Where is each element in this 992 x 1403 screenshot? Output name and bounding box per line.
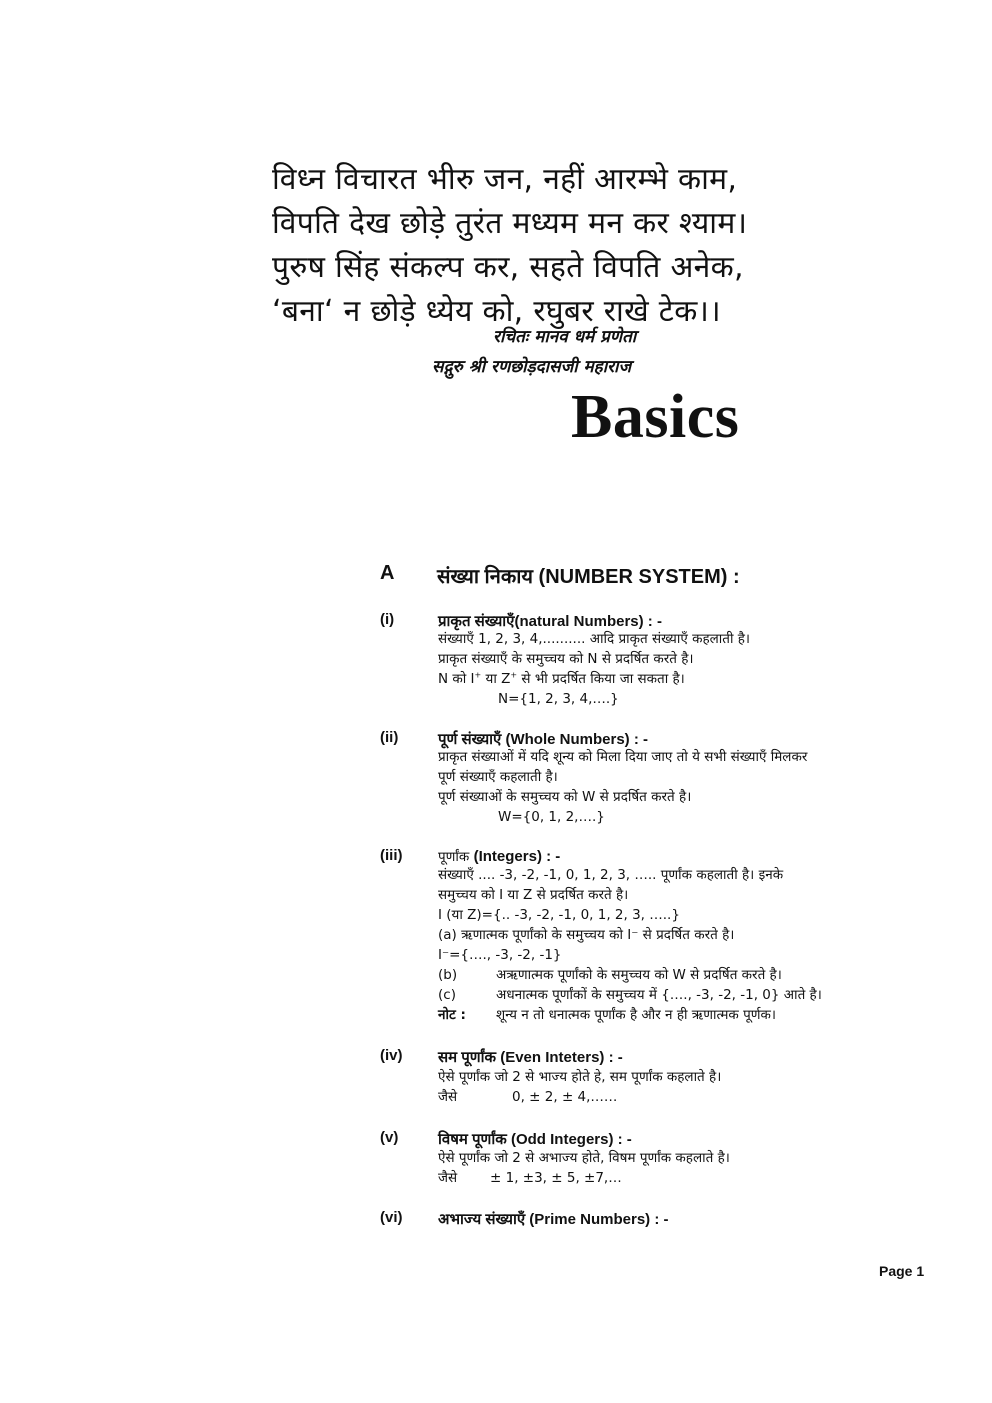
- sub-label: (b): [438, 967, 458, 983]
- body-line: [438, 1168, 918, 1188]
- body-line: [438, 1087, 918, 1107]
- section-letter: A: [380, 562, 395, 584]
- page-number: Page 1: [879, 1263, 925, 1279]
- sub-label: (c): [438, 987, 456, 1003]
- item-body: [438, 1067, 918, 1107]
- note-label: नोट :: [438, 1007, 466, 1023]
- heading-bold: (Integers) : -: [473, 848, 561, 865]
- body-line: ऐसे पूर्णांक जो 2 से भाज्य होते हे, सम पूर्णांक कहलाते है।: [438, 1069, 722, 1085]
- item-number: (i): [380, 611, 395, 628]
- superscript: +: [474, 670, 482, 680]
- item-heading: अभाज्य संख्याएँ (Prime Numbers) : -: [438, 1211, 669, 1228]
- item-body: [438, 629, 918, 709]
- sub-text: अऋणात्मक पूर्णांको के समुच्चय को W से प्रदर्षित करते है।: [496, 967, 782, 983]
- item-heading: [438, 847, 560, 865]
- item-heading: सम पूर्णांक (Even Inteters) : -: [438, 1049, 623, 1066]
- poem-line: विपति देख छोड़े तुरंत मध्यम मन कर श्याम।: [272, 206, 748, 241]
- poem-line: पुरुष सिंह संकल्प कर, सहते विपति अनेक,: [272, 250, 744, 285]
- item-body: [438, 747, 918, 827]
- item-body: [438, 865, 918, 1025]
- section-title: संख्या निकाय (NUMBER SYSTEM) :: [437, 566, 740, 588]
- author-line-2: सद्गुरु श्री रणछोड़दासजी महाराज: [432, 357, 632, 377]
- body-line: (a) ऋणात्मक पूर्णांको के समुच्चय को I⁻ से प्रदर्षित करते है।: [438, 927, 735, 943]
- item-number: (v): [380, 1129, 399, 1146]
- poem: [272, 158, 772, 334]
- item-number: (ii): [380, 729, 399, 746]
- text-run: से भी प्रदर्षित किया जा सकता है।: [517, 671, 685, 687]
- body-line: [438, 985, 918, 1005]
- text-run: या Z: [481, 671, 511, 687]
- body-line: पूर्ण संख्याएँ कहलाती है।: [438, 769, 558, 785]
- body-line: ऐसे पूर्णांक जो 2 से अभाज्य होते, विषम पूर्णांक कहलाते है।: [438, 1150, 730, 1166]
- item-number: (iv): [380, 1047, 403, 1064]
- page-title: Basics: [571, 383, 740, 451]
- poem-line: ‘बना‘ न छोड़े ध्येय को, रघुबर राखे टेक।।: [272, 294, 721, 329]
- example-label: जैसे: [438, 1089, 458, 1105]
- example-label: जैसे: [438, 1170, 458, 1186]
- body-line: पूर्ण संख्याओं के समुच्चय को W से प्रदर्षित करते है।: [438, 789, 692, 805]
- item-heading: प्राकृत संख्याएँ(natural Numbers) : -: [438, 613, 662, 630]
- body-line: I⁻={…., -3, -2, -1}: [438, 947, 562, 963]
- body-line: I (या Z)={.. -3, -2, -1, 0, 1, 2, 3, …..}: [438, 907, 680, 923]
- body-line: [438, 965, 918, 985]
- item-body: [438, 1148, 918, 1188]
- author-line-1: रचितः मानव धर्म प्रणेता: [493, 327, 637, 347]
- superscript: +: [510, 670, 518, 680]
- text-run: N को I: [438, 671, 475, 687]
- note-line: [438, 1005, 918, 1025]
- body-line: समुच्चय को I या Z से प्रदर्षित करते है।: [438, 887, 629, 903]
- sub-text: अधनात्मक पूर्णांकों के समुच्चय में {…., -3, -2, -1, 0} आते है।: [496, 987, 822, 1003]
- body-line: [438, 669, 918, 689]
- body-line: संख्याएँ .... -3, -2, -1, 0, 1, 2, 3, ….. पूर्णांक कहलाती है। इनके: [438, 867, 784, 883]
- item-heading: विषम पूर्णांक (Odd Integers) : -: [438, 1131, 632, 1148]
- example-text: 0, ± 2, ± 4,……: [512, 1089, 618, 1105]
- body-line: प्राकृत संख्याएँ के समुच्चय को N से प्रदर्षित करते है।: [438, 651, 694, 667]
- poem-line: विध्न विचारत भीरु जन, नहीं आरम्भे काम,: [272, 162, 738, 197]
- example-text: ± 1, ±3, ± 5, ±7,…: [490, 1170, 622, 1186]
- body-line: संख्याएँ 1, 2, 3, 4,.......... आदि प्राकृत संख्याएँ कहलाती है।: [438, 631, 751, 647]
- note-text: शून्य न तो धनात्मक पूर्णांक है और न ही ऋणात्मक पूर्णक।: [496, 1007, 776, 1023]
- set-notation: N={1, 2, 3, 4,….}: [498, 691, 619, 707]
- heading-prefix: पूर्णांक: [438, 849, 474, 865]
- item-heading: पूर्ण संख्याएँ (Whole Numbers) : -: [438, 731, 648, 748]
- body-line: प्राकृत संख्याओं में यदि शून्य को मिला दिया जाए तो ये सभी संख्याएँ मिलकर: [438, 749, 808, 765]
- item-number: (vi): [380, 1209, 403, 1226]
- set-notation: W={0, 1, 2,….}: [498, 809, 605, 825]
- item-number: (iii): [380, 847, 403, 864]
